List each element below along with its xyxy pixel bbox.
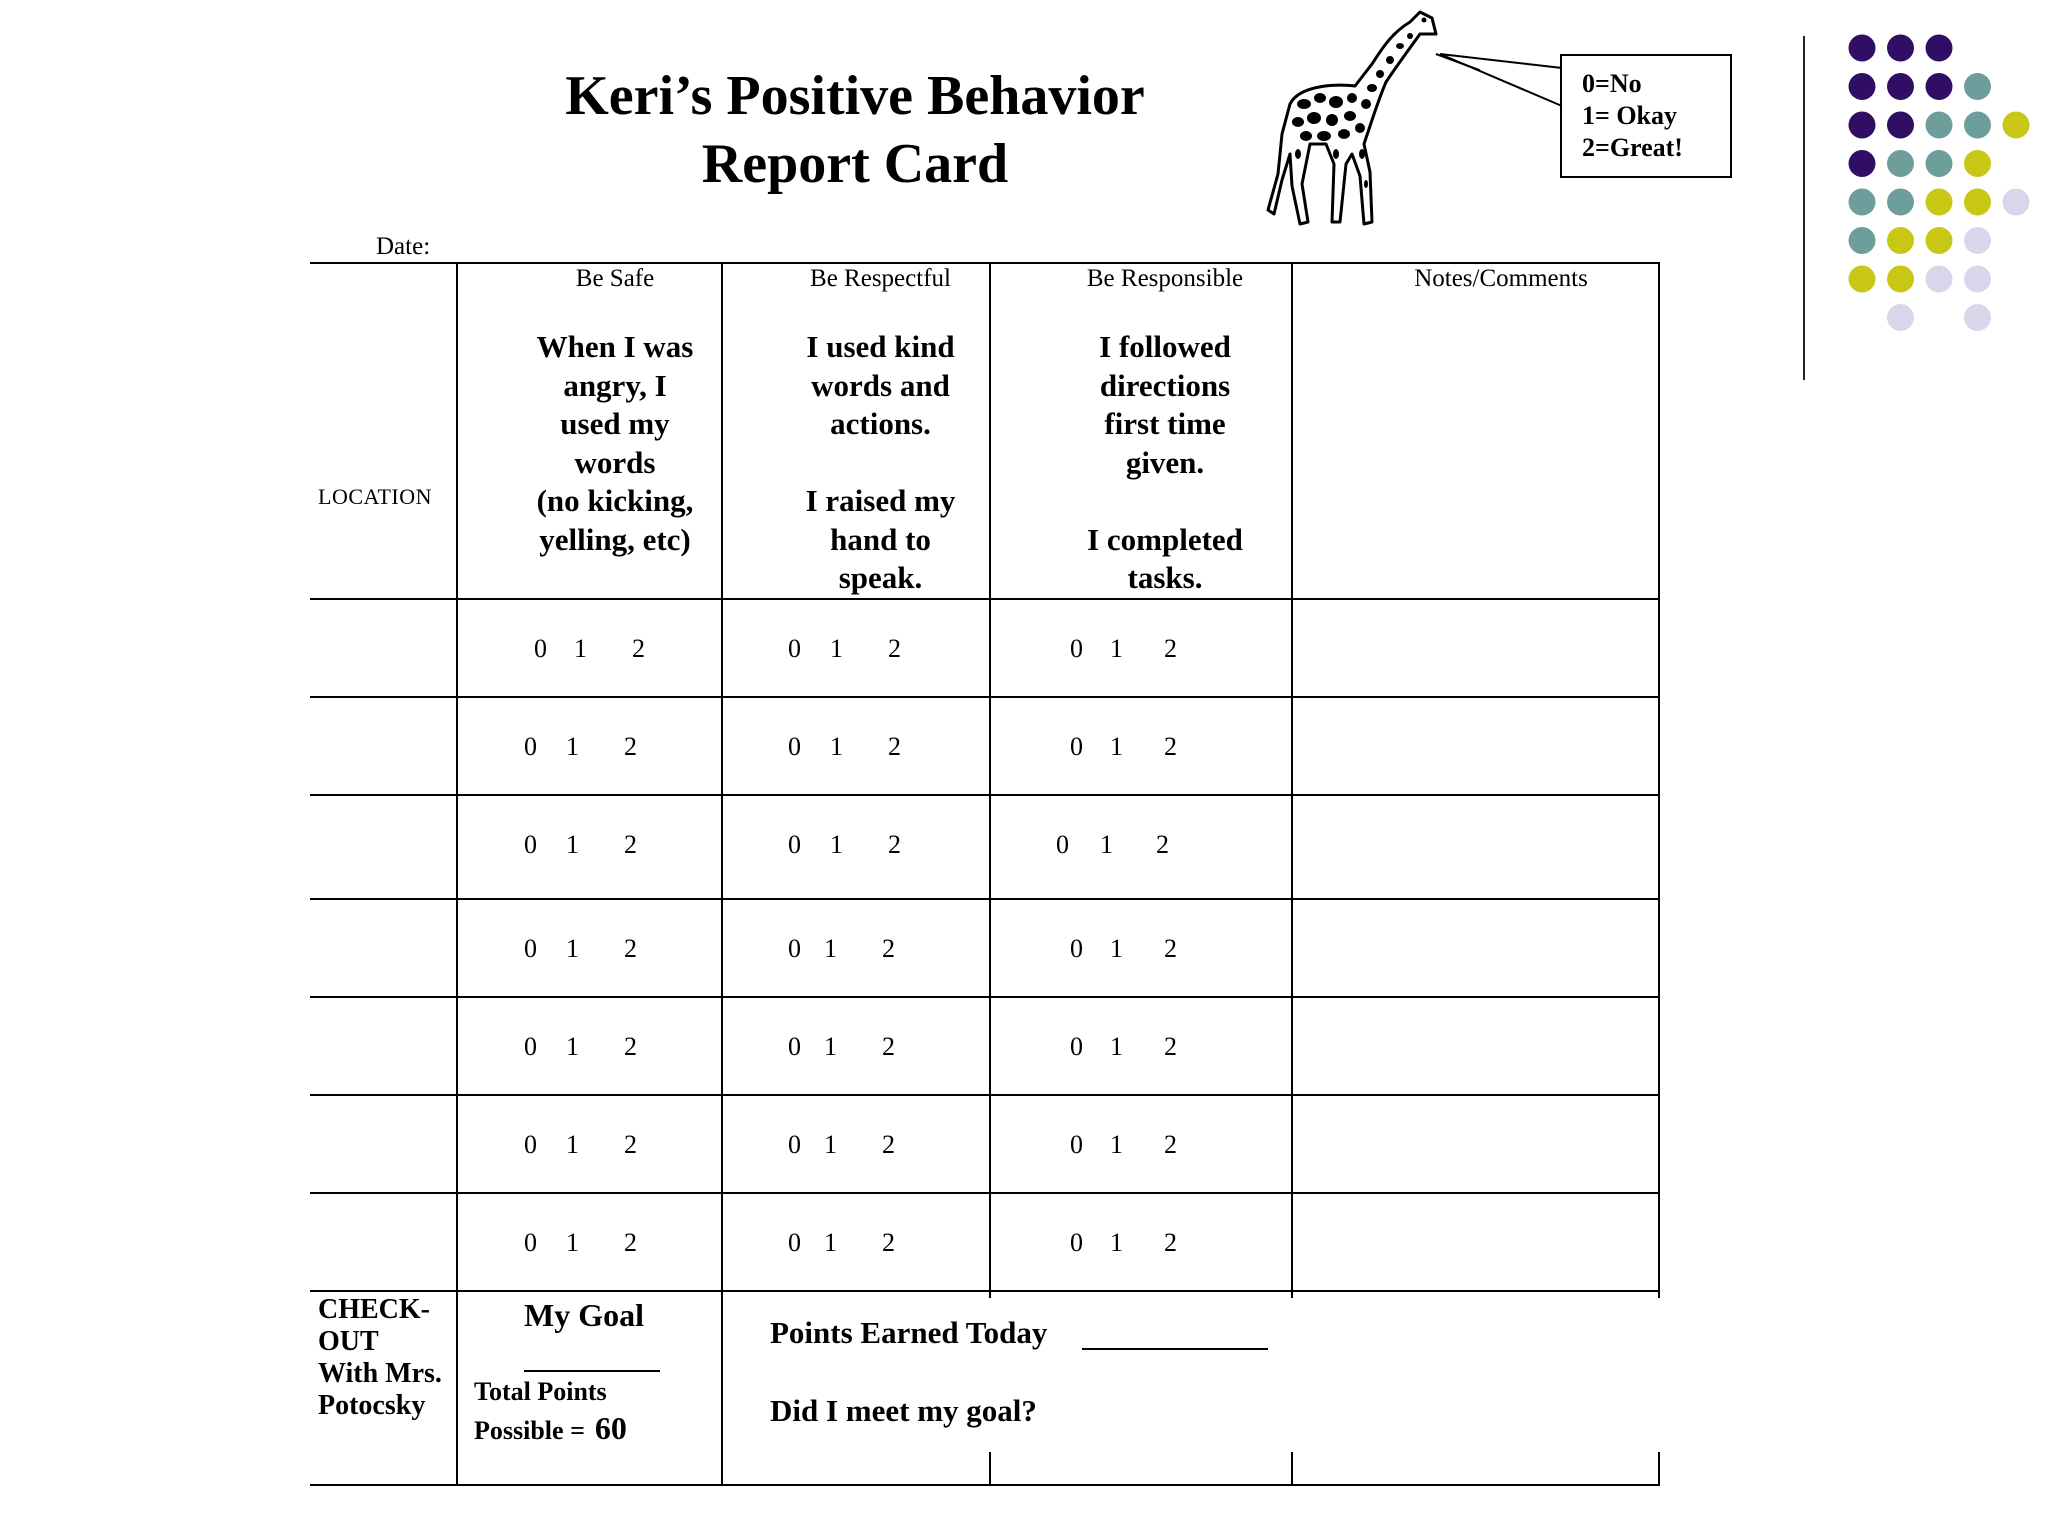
decor-dot [1849,266,1876,293]
score-option-1[interactable]: 1 [824,1130,837,1159]
table-bottom-border [310,1484,1660,1486]
score-option-1[interactable]: 1 [566,830,579,859]
score-option-0[interactable]: 0 [1070,1228,1083,1257]
score-option-0[interactable]: 0 [788,830,801,859]
decor-dot [2003,112,2030,139]
criteria-line: (no kicking, [536,483,694,518]
score-option-1[interactable]: 1 [1110,1130,1123,1159]
decor-dot [1926,73,1953,100]
score-option-2[interactable]: 2 [888,732,901,761]
score-option-1[interactable]: 1 [824,1032,837,1061]
decor-dot [1964,150,1991,177]
score-option-1[interactable]: 1 [824,934,837,963]
criteria-spacer [990,482,1340,521]
page-title [520,62,1190,198]
decor-dot [1849,150,1876,177]
score-option-1[interactable]: 1 [830,634,843,663]
checkout-label [318,1294,442,1422]
my-goal-title: My Goal [524,1297,644,1333]
criteria-line: tasks. [1127,560,1203,595]
score-option-1[interactable]: 1 [824,1228,837,1257]
score-option-1[interactable]: 1 [566,1130,579,1159]
row-divider [310,996,1660,998]
total-line-1: Total Points [474,1377,607,1406]
legend-item: 1= Okay [1582,101,1677,130]
score-option-0[interactable]: 0 [524,934,537,963]
score-option-1[interactable]: 1 [1100,830,1113,859]
row-divider [310,1290,1660,1292]
decor-dot [1964,227,1991,254]
score-option-2[interactable]: 2 [624,1032,637,1061]
criteria-line: angry, I [563,367,667,403]
score-option-2[interactable]: 2 [624,830,637,859]
row-divider [310,794,1660,796]
score-option-2[interactable]: 2 [1156,830,1169,859]
score-option-0[interactable]: 0 [788,1228,801,1257]
score-option-2[interactable]: 2 [1164,732,1177,761]
criteria-line: speak. [838,560,923,595]
decor-dot [1926,35,1953,62]
title-line-2: Report Card [701,133,1009,195]
row-divider [310,1192,1660,1194]
heading-notes-comments: Notes/Comments [1414,265,1588,292]
score-option-0[interactable]: 0 [534,634,547,663]
decor-dot [1887,35,1914,62]
date-label: Date: [376,233,431,260]
score-option-2[interactable]: 2 [882,1130,895,1159]
score-option-0[interactable]: 0 [788,634,801,663]
legend-item: 0=No [1582,69,1642,98]
checkout-line: With Mrs. [318,1358,442,1389]
score-option-2[interactable]: 2 [624,1228,637,1257]
criteria-line: hand to [830,521,931,557]
score-option-1[interactable]: 1 [830,830,843,859]
decor-dot [1849,189,1876,216]
decor-dot [1849,35,1876,62]
score-option-1[interactable]: 1 [566,1228,579,1257]
decor-dot [1926,150,1953,177]
table-header-border [310,598,1660,600]
score-option-2[interactable]: 2 [1164,934,1177,963]
score-option-1[interactable]: 1 [1110,1032,1123,1061]
row-divider [310,1094,1660,1096]
score-option-1[interactable]: 1 [566,934,579,963]
score-option-0[interactable]: 0 [1070,1130,1083,1159]
criteria-line: words and [811,367,950,403]
row-divider [310,898,1660,900]
decor-dot [2003,189,2030,216]
decor-dot [1964,73,1991,100]
meet-goal-question: Did I meet my goal? [770,1393,1037,1428]
criteria-line: words [574,444,656,480]
heading-be-safe: Be Safe [575,265,655,292]
score-option-2[interactable]: 2 [624,934,637,963]
score-option-0[interactable]: 0 [524,732,537,761]
score-option-0[interactable]: 0 [524,830,537,859]
score-option-0[interactable]: 0 [1056,830,1069,859]
criteria-line: When I was [536,329,694,364]
goal-blank[interactable] [524,1370,660,1372]
decor-dot [1887,73,1914,100]
total-possible-label: Possible = [474,1416,585,1445]
criteria-line: yelling, etc) [539,521,691,557]
score-option-1[interactable]: 1 [1110,732,1123,761]
criteria-line: used my [560,406,670,441]
speech-pointer [1436,50,1566,120]
total-line-2 [474,1410,627,1449]
score-option-1[interactable]: 1 [1110,1228,1123,1257]
checkout-line: OUT [318,1326,379,1357]
score-option-2[interactable]: 2 [888,830,901,859]
decor-dot [1887,150,1914,177]
decor-dot [1964,112,1991,139]
decor-dot [1926,189,1953,216]
decor-dot [1964,266,1991,293]
criteria-be-responsible [990,328,1340,598]
score-option-0[interactable]: 0 [524,1032,537,1061]
total-points-possible [474,1374,627,1449]
rating-legend [1560,54,1732,178]
score-option-0[interactable]: 0 [1070,1032,1083,1061]
column-divider [456,262,458,1484]
points-earned-blank[interactable] [1082,1348,1268,1350]
decor-dot [1887,304,1914,331]
decor-dot [1887,112,1914,139]
score-option-0[interactable]: 0 [524,1228,537,1257]
row-divider [310,696,1660,698]
giraffe-icon [1260,4,1480,236]
score-option-0[interactable]: 0 [1070,634,1083,663]
score-option-2[interactable]: 2 [1164,634,1177,663]
decor-dot [1849,112,1876,139]
criteria-line: I completed [1087,521,1243,557]
decor-dot [1926,112,1953,139]
criteria-line: given. [1125,444,1205,480]
decor-dot [1887,227,1914,254]
criteria-line: I used kind [806,329,955,364]
legend-item: 2=Great! [1582,133,1683,162]
score-option-0[interactable]: 0 [1070,934,1083,963]
location-label: LOCATION [318,484,432,509]
score-option-0[interactable]: 0 [788,1130,801,1159]
points-earned-label: Points Earned Today [770,1315,1048,1350]
decorative-dots [1800,28,2040,388]
score-option-1[interactable]: 1 [566,1032,579,1061]
score-option-2[interactable]: 2 [1164,1228,1177,1257]
title-line-1: Keri’s Positive Behavior [565,65,1145,127]
score-option-1[interactable]: 1 [566,732,579,761]
column-stub [989,1452,991,1484]
score-option-2[interactable]: 2 [888,634,901,663]
score-option-1[interactable]: 1 [574,634,587,663]
column-stub [1658,1452,1660,1484]
score-option-0[interactable]: 0 [788,934,801,963]
decor-dot [1926,266,1953,293]
criteria-line: actions. [830,406,931,441]
score-option-0[interactable]: 0 [788,1032,801,1061]
score-option-0[interactable]: 0 [788,732,801,761]
decor-dot [1887,266,1914,293]
score-option-1[interactable]: 1 [1110,634,1123,663]
decor-dot [1887,189,1914,216]
score-option-2[interactable]: 2 [624,1130,637,1159]
checkout-line: Potocsky [318,1390,426,1421]
decor-dot [1964,304,1991,331]
score-option-0[interactable]: 0 [524,1130,537,1159]
score-option-2[interactable]: 2 [882,934,895,963]
score-option-2[interactable]: 2 [624,732,637,761]
total-possible-value: 60 [594,1410,627,1446]
score-option-2[interactable]: 2 [1164,1032,1177,1061]
score-option-2[interactable]: 2 [882,1228,895,1257]
decor-dot [1849,227,1876,254]
criteria-line: I followed [1099,329,1231,364]
decor-dot [1926,227,1953,254]
criteria-line: first time [1104,406,1226,441]
table-right-border [1658,262,1660,1298]
column-stub [1291,1452,1293,1484]
score-option-2[interactable]: 2 [632,634,645,663]
decor-dot [1964,189,1991,216]
score-option-2[interactable]: 2 [882,1032,895,1061]
heading-be-responsible: Be Responsible [1086,265,1244,292]
score-option-2[interactable]: 2 [1164,1130,1177,1159]
criteria-line: I raised my [805,483,956,518]
score-option-0[interactable]: 0 [1070,732,1083,761]
score-option-1[interactable]: 1 [1110,934,1123,963]
decor-dot [1849,73,1876,100]
checkout-line: CHECK- [318,1294,430,1325]
score-option-1[interactable]: 1 [830,732,843,761]
heading-be-respectful: Be Respectful [810,265,951,292]
criteria-line: directions [1099,367,1231,403]
